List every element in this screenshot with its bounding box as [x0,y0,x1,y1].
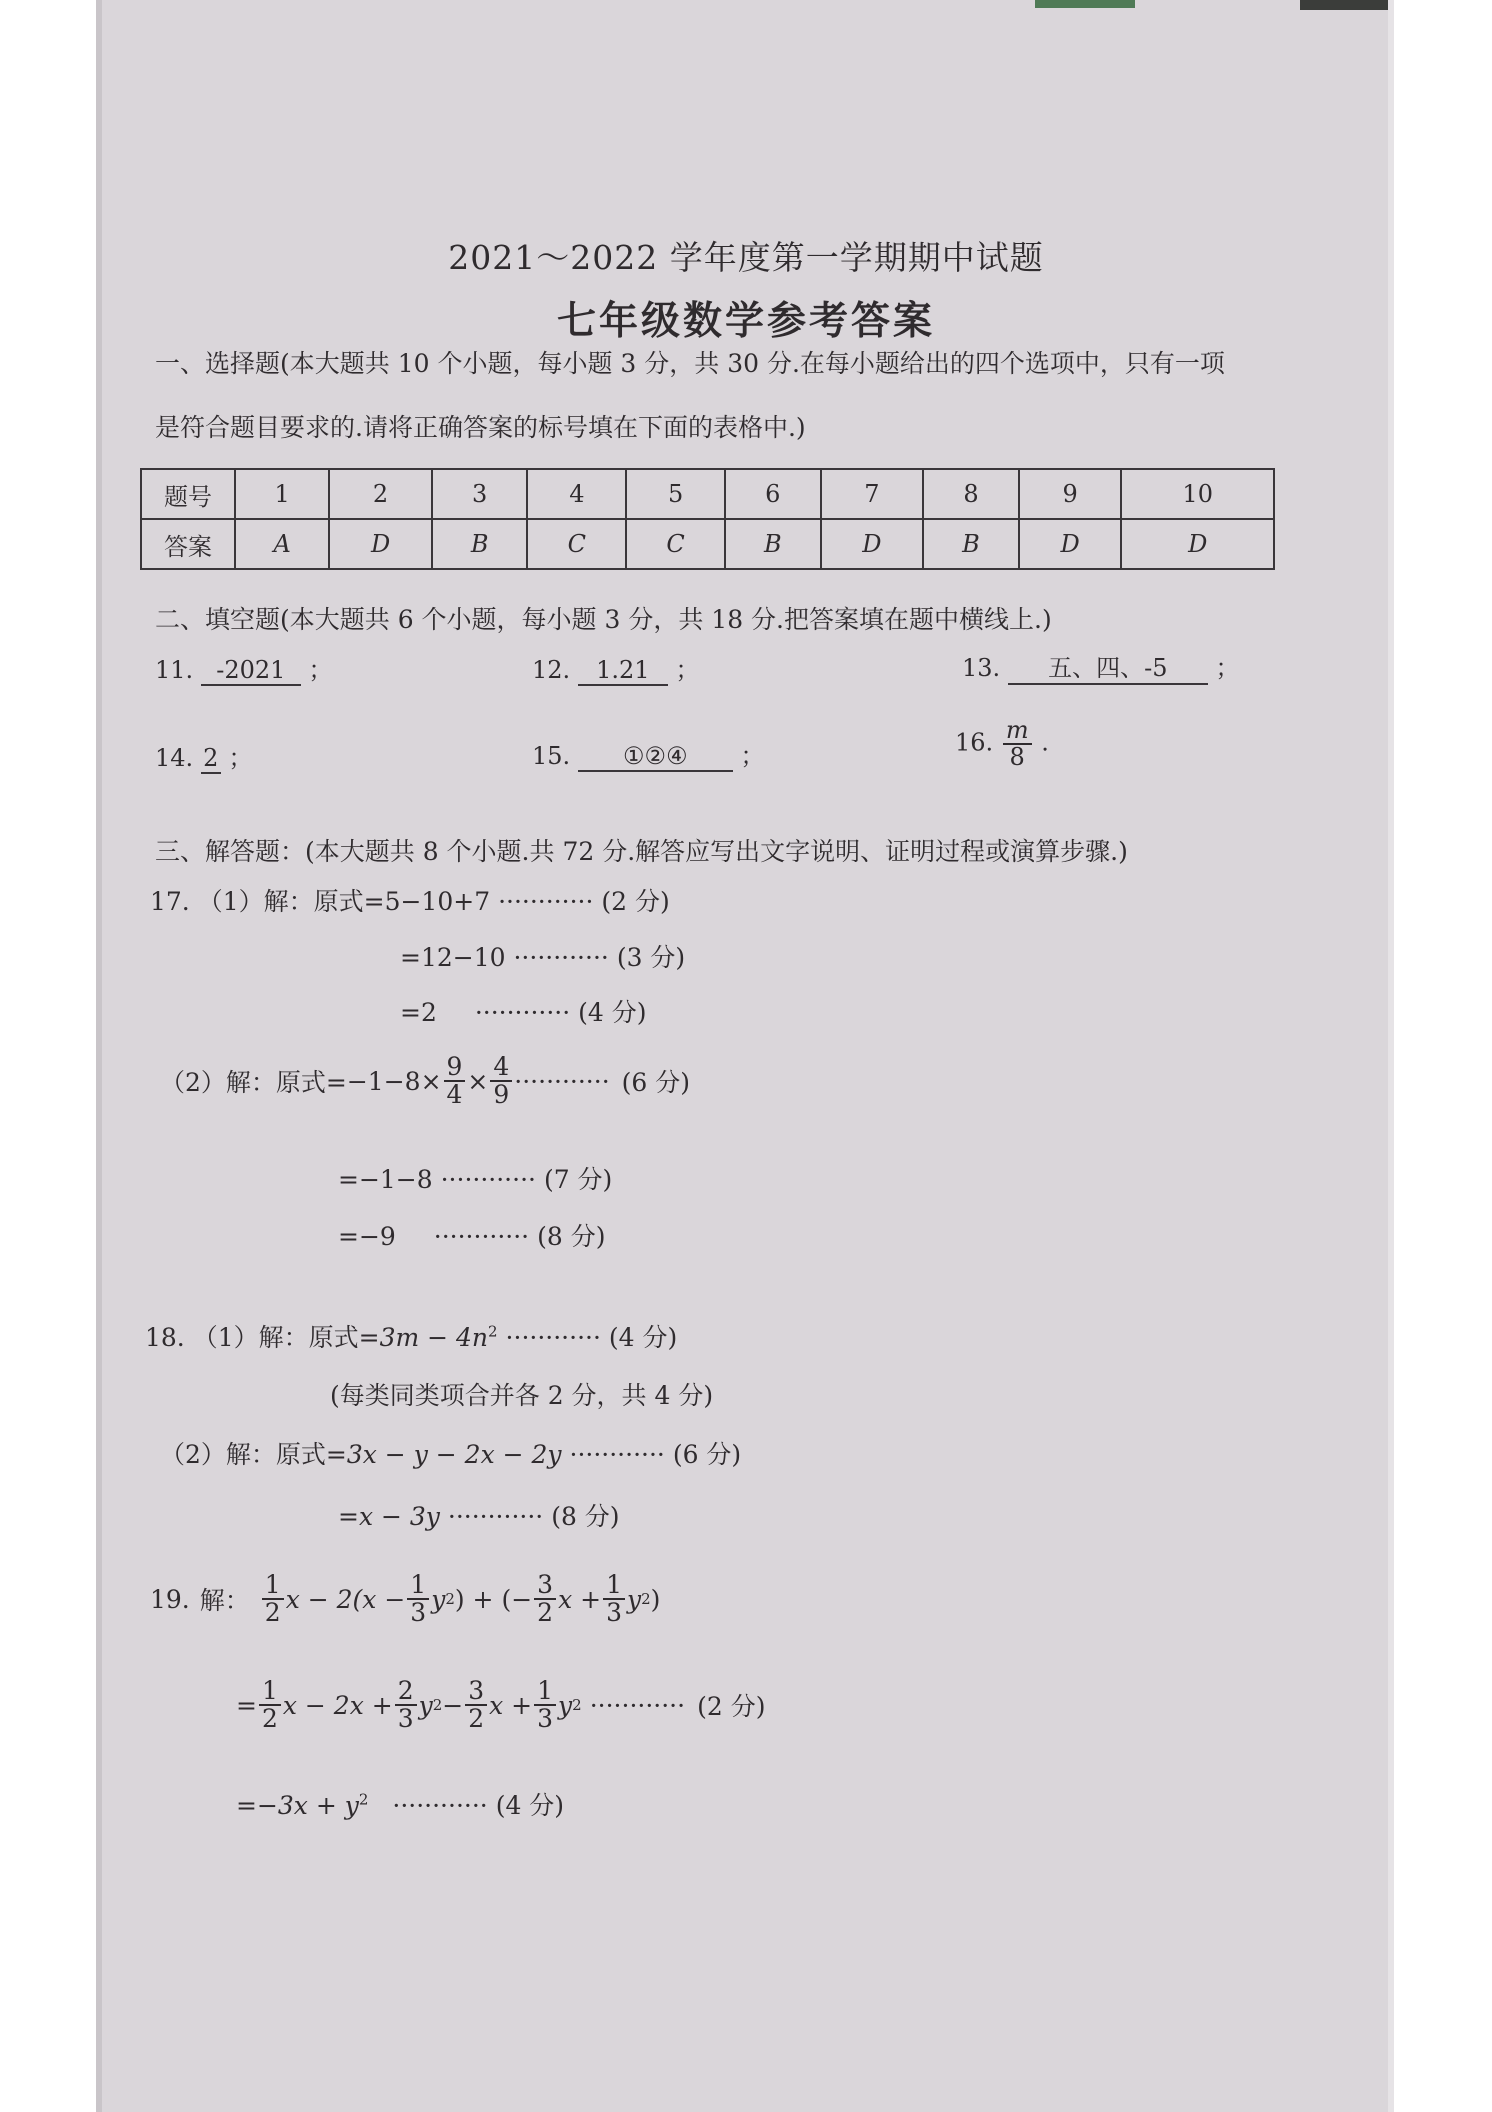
dot-leader: ············ [433,1222,530,1251]
question-number: 19. [150,1584,190,1614]
answer-cell: D [1121,519,1274,569]
fraction [395,1678,417,1733]
fraction-numerator: 2 [395,1678,417,1706]
fill-answer-12 [532,650,699,686]
fraction [534,1678,556,1733]
exam-title: 2021～2022 学年度第一学期期中试题 [448,238,1044,277]
fraction-denominator: 2 [261,1704,278,1734]
q17-part1-step2 [400,938,685,974]
section3-instructions: 三、解答题：(本大题共 8 个小题.共 72 分.解答应写出文字说明、证明过程或演算步骤.) [155,837,1128,866]
answer-value: -2021 [201,656,301,686]
multiple-choice-answer-table [140,468,1275,570]
question-number: 16. [955,728,994,757]
fraction-denominator: 3 [410,1598,427,1628]
section1-instructions-line1: 一、选择题(本大题共 10 个小题，每小题 3 分，共 30 分.在每小题给出的四个选项中，只有一项 [155,349,1225,378]
fraction-numerator: 3 [534,1572,556,1600]
q17-part1-step3 [400,993,647,1029]
dot-leader: ············ [447,1502,544,1531]
answer-row [141,519,1274,569]
fill-answer-14 [155,738,252,774]
expression: = [236,1690,257,1720]
fraction-numerator: 1 [407,1572,429,1600]
part-prefix: （2）解：原式= [160,1068,347,1098]
fill-answer-16 [955,718,1049,770]
fraction [534,1572,556,1627]
exponent: 2 [432,1696,443,1715]
question-number-cell: 2 [329,469,432,519]
question-number: 14. [155,744,194,772]
fraction [490,1054,512,1109]
question-number-cell: 8 [923,469,1019,519]
answer-end: ； [1215,654,1240,682]
fraction [259,1678,281,1733]
answer-fraction [1003,718,1032,770]
fraction [262,1572,284,1627]
answer-cell: C [527,519,626,569]
question-number: 13. [962,654,1001,682]
dot-leader: ············ [505,1323,601,1352]
expression: =12−10 [400,943,506,972]
part-prefix: （1）解：原式= [197,887,385,916]
fraction-denominator: 2 [264,1598,281,1628]
fraction-numerator: 1 [603,1572,625,1600]
exponent: 2 [572,1696,582,1715]
expression: ) + (− [454,1584,533,1614]
expression: =2 [400,998,437,1027]
section1-instructions-line2: 是符合题目要求的.请将正确答案的标号填在下面的表格中.) [155,413,806,442]
section2-instructions: 二、填空题(本大题共 6 个小题，每小题 3 分，共 18 分.把答案填在题中横线上.) [155,605,1052,634]
q18-part2-step1 [160,1435,741,1471]
expression: ) [650,1584,661,1614]
answer-end: ； [675,656,700,684]
question-number: 15. [532,742,571,770]
question-number-cell: 4 [527,469,626,519]
q17-part1-step1 [150,882,670,918]
background-green-object [1035,0,1135,8]
dot-leader: ············ [513,943,609,972]
fill-answer-15 [532,736,764,772]
question-number-cell: 10 [1121,469,1274,519]
expression: =x − 3y [338,1502,440,1531]
expression: y [558,1690,573,1720]
score: (4 分) [495,1791,565,1820]
fill-answer-13 [962,648,1239,685]
fraction-denominator: 3 [606,1598,622,1628]
expression: x + [558,1584,602,1614]
fraction-numerator: 1 [262,1572,284,1600]
answer-key-title: 七年级数学参考答案 [556,298,935,344]
expression: =−3x + y [236,1791,359,1820]
background-dark-object [1300,0,1388,10]
answer-header: 答案 [141,519,235,569]
expression: =−9 [338,1222,396,1251]
exponent: 2 [488,1322,498,1341]
fraction-numerator: 1 [259,1678,281,1706]
fraction-denominator: 3 [537,1704,554,1734]
dot-leader: ············ [589,1690,686,1720]
q18-part1-note: (每类同类项合并各 2 分，共 4 分) [330,1381,714,1410]
exponent: 2 [641,1590,651,1609]
answer-cell: C [626,519,725,569]
expression: x − 2x + [282,1690,393,1720]
answer-cell: D [821,519,924,569]
fraction [465,1678,487,1733]
expression: y [626,1584,642,1614]
answer-value: 2 [201,744,221,774]
expression: 3m − 4n [379,1323,489,1352]
question-number: 18. [145,1323,185,1352]
dot-leader: ············ [514,1066,610,1096]
score: (6 分) [672,1440,742,1469]
question-number-cell: 6 [725,469,821,519]
score: (6 分) [621,1068,691,1098]
q17-part2-step2 [338,1160,612,1196]
answer-cell: A [235,519,329,569]
q17-part2-step1 [160,1054,690,1109]
answer-cell: B [923,519,1019,569]
fraction [407,1572,429,1627]
answer-cell: D [1019,519,1122,569]
exponent: 2 [445,1590,455,1609]
question-number-cell: 9 [1019,469,1122,519]
fraction [444,1054,466,1109]
question-number: 11. [155,656,194,684]
expression: 5−10+7 [384,887,491,916]
question-number: 17. [150,887,190,916]
q17-part2-step3 [338,1217,605,1253]
solve-label: 解： [199,1586,250,1616]
question-number-cell: 3 [432,469,528,519]
fraction-numerator: 9 [444,1054,466,1082]
q19-step2 [236,1786,564,1822]
fill-answer-11 [155,650,332,686]
score: (8 分) [551,1502,620,1531]
q18-part1 [145,1318,677,1354]
score: (8 分) [537,1222,606,1251]
fraction-denominator: 3 [397,1704,414,1734]
expression: y [418,1690,433,1720]
q19-step1 [236,1678,765,1733]
question-number: 12. [532,656,571,684]
question-number-cell: 1 [235,469,329,519]
answer-end: . [1041,728,1049,757]
fraction-denominator: 2 [537,1598,554,1628]
score: (4 分) [608,1323,678,1352]
answer-end: ； [308,656,333,684]
answer-end: ； [740,742,765,770]
answer-end: ； [228,744,253,772]
expression: × [467,1066,489,1096]
fraction-denominator: 2 [468,1704,485,1734]
score: (2 分) [601,887,670,916]
expression: y [431,1584,446,1614]
fraction-numerator: 4 [490,1054,512,1082]
answer-cell: B [432,519,528,569]
exponent: 2 [358,1790,369,1809]
answer-value: ①②④ [578,742,733,772]
score: (3 分) [616,943,686,972]
score: (4 分) [578,998,647,1027]
expression: =−1−8 [338,1165,433,1194]
fraction-denominator: 4 [446,1080,463,1110]
dot-leader: ············ [440,1165,536,1194]
fraction-denominator: 9 [493,1080,510,1110]
dot-leader: ············ [569,1440,665,1469]
fraction-numerator: 1 [534,1678,556,1706]
dot-leader: ············ [498,887,594,916]
answer-cell: B [725,519,821,569]
question-number-row [141,469,1274,519]
question-number-cell: 5 [626,469,725,519]
part-prefix: （1）解：原式= [192,1323,380,1352]
score: (7 分) [543,1165,613,1194]
fraction-denominator: 8 [1009,743,1025,772]
expression: −1−8× [346,1066,442,1096]
fraction [603,1572,625,1627]
expression: x − 2(x − [285,1584,406,1614]
expression: − [442,1690,464,1720]
score: (2 分) [697,1692,766,1722]
answer-cell: D [329,519,432,569]
fraction-numerator: 3 [465,1678,487,1706]
q18-part2-step2 [338,1497,620,1533]
expression: x + [489,1690,533,1720]
answer-value: 1.21 [578,656,668,686]
dot-leader: ············ [474,998,571,1027]
part-prefix: （2）解：原式= [160,1440,347,1469]
question-number-cell: 7 [821,469,924,519]
dot-leader: ············ [392,1791,488,1820]
fraction-numerator: m [1003,718,1032,745]
expression: 3x − y − 2x − 2y [346,1440,562,1469]
question-number-header: 题号 [141,469,235,519]
q19-expression [150,1572,660,1627]
answer-value: 五、四、-5 [1008,648,1208,685]
